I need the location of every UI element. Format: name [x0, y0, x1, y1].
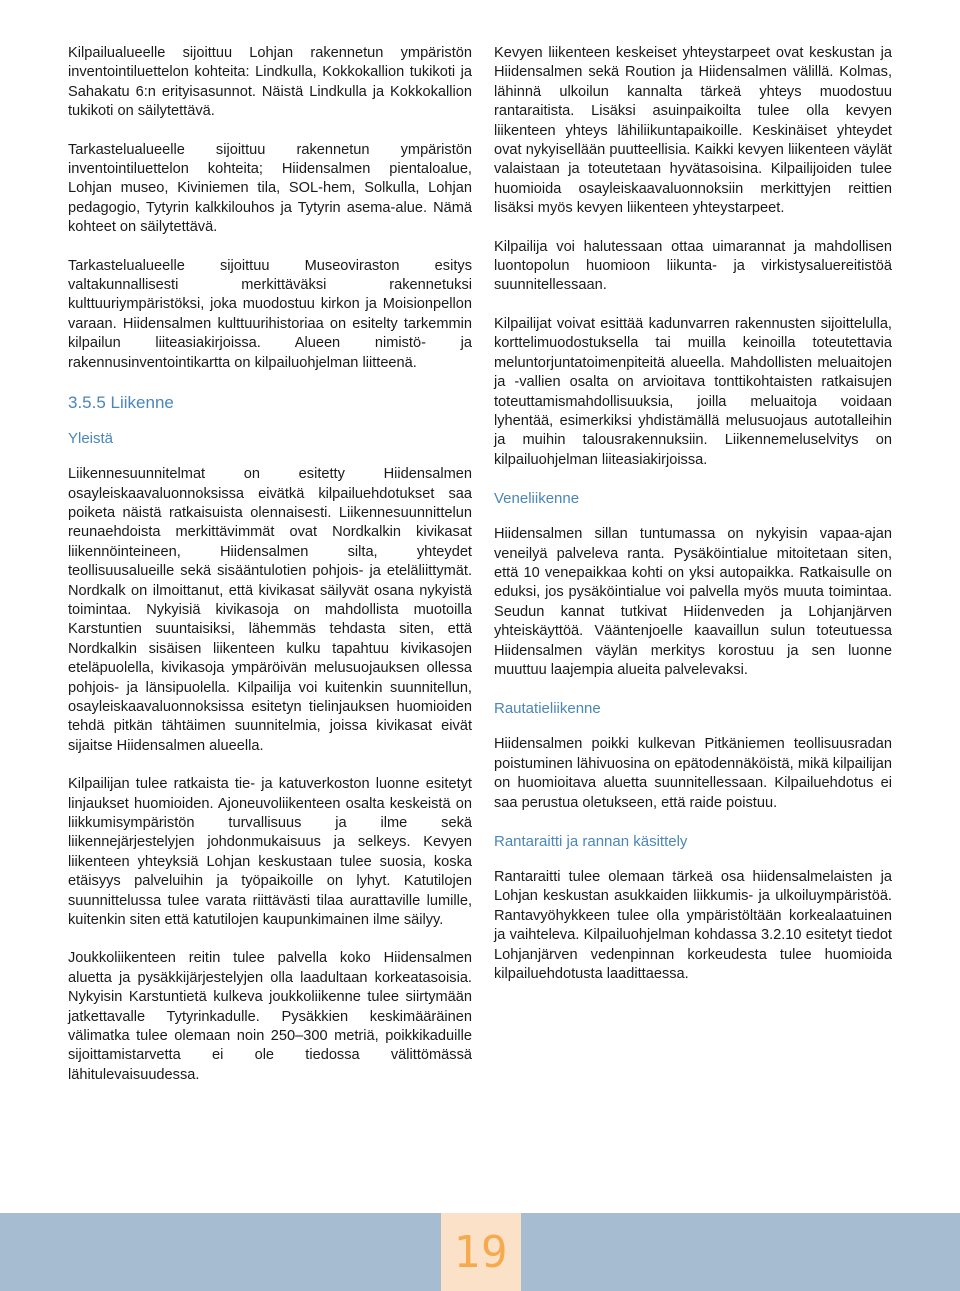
paragraph-inventory-sites: Kilpailualueelle sijoittuu Lohjan rakennetun ympäristön inventointiluettelon kohteita: Lindkulla, Kokkokallion tukikoti ja Sahakatu 6:n erityisasunnot. Näistä Lindkulla ja Kokkokallion tukikoti on säilytettävä.: [68, 45, 472, 120]
paragraph-traffic-plans: Liikennesuunnitelmat on esitetty Hiidensalmen osayleiskaavaluonnoksissa eivätkä kilpailuehdotukset saa poiketa näistä ratkaisuista olennaisesti. Liikennesuunnittelun reunaehdoista merkittävimmät ovat Nordkalkin kivikasat liikennöinteineen, Hiidensalmen silta, yhteydet teollisuusalueille sekä sisääntulotien pohjois- ja eteläliittymät. Nordkalk on ilmoittanut, että kivikasat säilyvät osana nykyistä toimintaa. Nykyisiä kivikasoja on mahdollista muotoilla Karstuntien suuntaisiksi, lähemmäs tehdasta siten, että Nordkalkin sisäisen liikenteen kulku tapahtuu kivikasojen eteläpuolella, kivikasoja ympäröivän melusuojauksen ollessa pohjois- ja länsipuolella. Kilpailija voi kuitenkin suunnitellun, osayleiskaavaluonnoksissa esitetyn tielinjauksen huomioiden tehdä pitkän tähtäimen suunnitelmia, joissa kivikasat eivät sijaitse Hiidensalmen alueella.: [68, 466, 472, 754]
page-number-box: [441, 1213, 521, 1291]
left-column: [68, 44, 472, 1104]
page-number: 19: [453, 1226, 509, 1278]
subheading-boat-traffic: Veneliikenne: [494, 490, 580, 508]
paragraph-national-heritage: Tarkastelualueelle sijoittuu Museoviraston esitys valtakunnallisesti merkittäväksi rakennetuksi kulttuuriympäristöksi, joka muodostuu kirkon ja Moisionpellon varaan. Hiidensalmen kulttuurihistoriaa on esitelty tarkemmin kilpailun liiteasiakirjoissa. Alueen nimistö- ja rakennusinventointikartta on kilpailuohjelman liitteenä.: [68, 257, 472, 371]
paragraph-beaches: Kilpailija voi halutessaan ottaa uimarannat ja mahdollisen luontopolun huomioon liikunta- ja virkistysaluereitistöä suunnitellessaan.: [494, 238, 892, 294]
subheading-shore-path: Rantaraitti ja rannan käsittely: [494, 833, 688, 850]
paragraph-street-network: Kilpailijan tulee ratkaista tie- ja katuverkoston luonne esitetyt linjaukset huomioiden. Ajoneuvoliikenteen osalta keskeistä on liikkumisympäristön turvallisuus ja ilme sekä liikennejärjestelyjen johdonmukaisuus ja selkeys. Kevyen liikenteen yhteyksiä Lohjan keskustaan tulee suosia, koska etäisyys palveluihin ja työpaikoille on lyhyt. Katutilojen suunnittelussa tulee varata riittävästi tilaa aurattaville lumille, kuitenkin siten että katutilojen kaupunkimainen ilme säilyy.: [68, 776, 472, 929]
paragraph-boat-traffic: Hiidensalmen sillan tuntumassa on nykyisin vapaa-ajan veneilyä palveleva ranta. Pysäköintialue mitoitetaan siten, että 10 venepaikkaa kohti on yksi autopaikka. Ratkaisulle on eduksi, jos pysäköintialue voi palvella myös muuta toimintaa. Seudun kannat tutkivat Hiidenveden ja Lohjanjärven yhteiskäyttöä. Vääntenjoelle kaavaillun sulun toteutuessa Hiidensalmen väylän merkitys korostuu ja sen luonne muuttuu laajempia alueita palvelevaksi.: [494, 526, 892, 678]
paragraph-noise-control: Kilpailijat voivat esittää kadunvarren rakennusten sijoittelulla, korttelimuodostuksella tai muilla keinoilla toteutettavia meluntorjuntatoimenpiteitä alueella. Mahdollisten meluaitojen ja -vallien osalta on arvioitava tonttikohtaisten ratkaisujen toteuttamismahdollisuuksia, joilla meluaitoja voidaan lyhentää, esimerkiksi yhdistämällä melusuojaus autotalleihin ja muihin talousrakennuksiin. Liikennemeluselvitys on kilpailuohjelman liiteasiakirjoissa.: [494, 315, 892, 468]
subheading-general: Yleistä: [68, 430, 114, 448]
paragraph-light-traffic: Kevyen liikenteen keskeiset yhteystarpeet ovat keskustan ja Hiidensalmen sekä Roution ja Hiidensalmen välillä. Kolmas, lähinnä ulkoilun kannalta tärkeä yhteys muodostuu rantaraitista. Lisäksi asuinpaikoilta tulee olla kevyen liikenteen yhteys lähiliikuntapaikoille. Keskinäiset yhteydet ovat nykyisellään puutteellisia. Kaikki kevyen liikenteen väylät valaistaan ja toteutetaan hyvätasoisina. Kilpailijoiden tulee huomioida osayleiskaavaluonnoksiin merkittyjen reittien lisäksi myös kevyen liikenteen yhteystarpeet.: [494, 45, 892, 217]
right-column: [494, 44, 892, 1003]
paragraph-public-transport: Joukkoliikenteen reitin tulee palvella koko Hiidensalmen aluetta ja pysäkkijärjestelyjen olla laadultaan korkeatasoisia. Nykyisin Karstuntietä kulkeva joukkoliikenne tulee siirtymään jatkettavalle Tytyrinkadulle. Pysäkkien keskimääräinen välimatka tulee olemaan noin 250–300 metriä, poikkikaduille sijoittamistarvetta ei ole tiedossa välittömässä lähitulevaisuudessa.: [68, 950, 472, 1083]
paragraph-shore-path: Rantaraitti tulee olemaan tärkeä osa hiidensalmelaisten ja Lohjan keskustan asukkaiden liikkumis- ja ulkoiluympäristöä. Rantavyöhykkeen tulee olla ympäristöltään korkealaatuinen ja vaihteleva. Kilpailuohjelman kohdassa 3.2.10 esitetyt tiedot Lohjanjärven vedenpinnan korkeudesta tulee huomioida kilpailuehdotusta laadittaessa.: [494, 869, 892, 983]
paragraph-rail-traffic: Hiidensalmen poikki kulkevan Pitkäniemen teollisuusradan poistuminen lähivuosina on epätodennäköistä, mikä kilpailijan on huomioitava aluetta suunnitellessaan. Kilpailuehdotus ei saa perustua oletukseen, että raide poistuu.: [494, 736, 892, 811]
subheading-rail-traffic: Rautatieliikenne: [494, 700, 601, 718]
section-heading-traffic: 3.5.5 Liikenne: [68, 393, 174, 413]
paragraph-study-area-sites: Tarkastelualueelle sijoittuu rakennetun ympäristön inventointiluettelon kohteita; Hiidensalmen pientaloalue, Lohjan museo, Kiviniemen tila, SOL-hem, Solkulla, Lohjan pedagogio, Tytyrin kalkkilouhos ja Tytyrin asema-alue. Nämä kohteet on säilytettävä.: [68, 141, 472, 236]
